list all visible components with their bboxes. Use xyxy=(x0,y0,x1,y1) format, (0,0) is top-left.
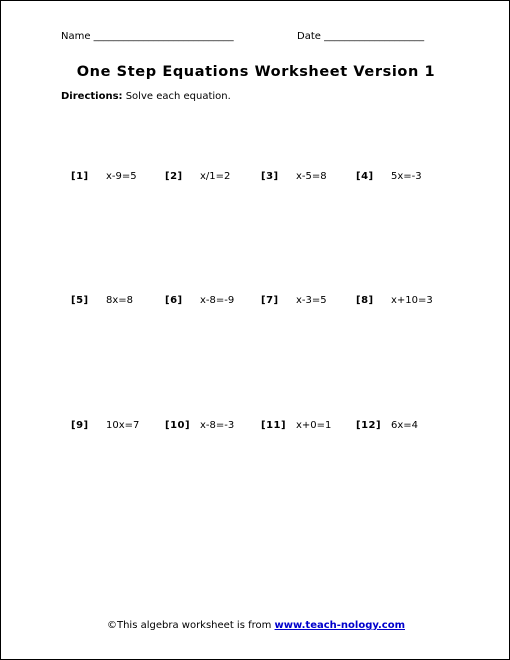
problem-equation: 6x=4 xyxy=(391,420,419,431)
problem-number: [7] xyxy=(261,295,279,306)
problem-4 xyxy=(356,171,422,183)
problem-number: [3] xyxy=(261,171,279,182)
problem-equation: x-9=5 xyxy=(106,171,137,182)
problem-number: [12] xyxy=(356,420,382,431)
problem-equation: x-5=8 xyxy=(296,171,327,182)
problem-10 xyxy=(165,420,235,432)
name-line: Name ____________________________ xyxy=(61,31,234,42)
problem-equation: x+10=3 xyxy=(391,295,433,306)
problem-equation: 10x=7 xyxy=(106,420,140,431)
problem-8 xyxy=(356,295,433,307)
problem-11 xyxy=(261,420,332,432)
problem-equation: x-8=-9 xyxy=(200,295,235,306)
problem-row-3 xyxy=(1,420,510,434)
worksheet-title: One Step Equations Worksheet Version 1 xyxy=(76,64,436,80)
problem-9 xyxy=(71,420,140,432)
problem-12 xyxy=(356,420,419,432)
footer-link[interactable]: www.teach-nology.com xyxy=(274,620,405,631)
problem-5 xyxy=(71,295,134,307)
problem-row-2 xyxy=(1,295,510,309)
problem-row-1 xyxy=(1,171,510,185)
problem-number: [2] xyxy=(165,171,183,182)
problem-equation: x-8=-3 xyxy=(200,420,235,431)
problem-number: [11] xyxy=(261,420,287,431)
problem-number: [4] xyxy=(356,171,374,182)
problem-equation: x-3=5 xyxy=(296,295,327,306)
directions xyxy=(61,91,231,103)
problem-equation: x/1=2 xyxy=(200,171,231,182)
directions-text: Solve each equation. xyxy=(122,91,231,102)
problem-number: [9] xyxy=(71,420,89,431)
problem-number: [10] xyxy=(165,420,191,431)
problem-3 xyxy=(261,171,327,183)
problem-number: [1] xyxy=(71,171,89,182)
problem-number: [5] xyxy=(71,295,89,306)
problem-number: [6] xyxy=(165,295,183,306)
problem-1 xyxy=(71,171,137,183)
date-line: Date ____________________ xyxy=(297,31,425,42)
problem-2 xyxy=(165,171,231,183)
problem-6 xyxy=(165,295,235,307)
problem-equation: x+0=1 xyxy=(296,420,332,431)
directions-label: Directions: xyxy=(61,91,123,102)
footer xyxy=(1,620,510,632)
problem-number: [8] xyxy=(356,295,374,306)
problem-equation: 5x=-3 xyxy=(391,171,422,182)
problem-7 xyxy=(261,295,327,307)
footer-text: ©This algebra worksheet is from xyxy=(106,620,275,631)
problem-equation: 8x=8 xyxy=(106,295,134,306)
